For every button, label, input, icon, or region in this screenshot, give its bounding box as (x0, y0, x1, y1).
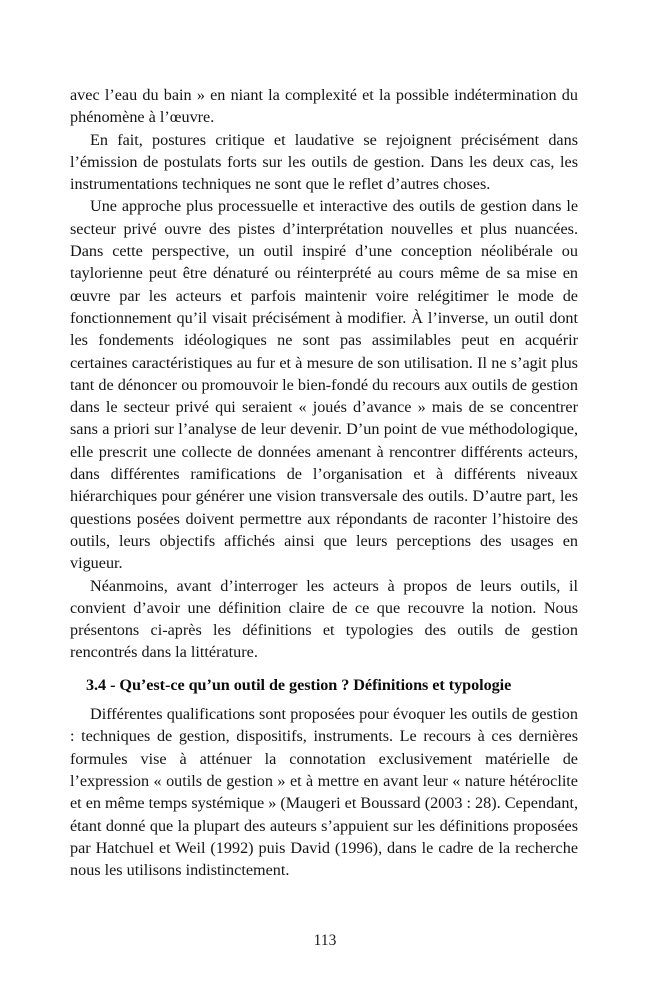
paragraph-differentes-qualifications: Différentes qualifications sont proposées pour évoquer les outils de gestion : techniques de gestion, dispositifs, instruments. Le recours à ces dernières formules vise à atténuer la connotation exclusivement matérielle de l’expression « outils de gestion » et à mettre en avant leur « nature hétéroclite et en même temps systémique » (Maugeri et Boussard (2003 : 28). Cependant, étant donné que la plupart des auteurs s’appuient sur les définitions proposées par Hatchuel et Weil (1992) puis David (1996), dans le cadre de la recherche nous les utilisons indistinctement. (70, 705, 578, 880)
section-heading-3-4: 3.4 - Qu’est-ce qu’un outil de gestion ? Définitions et typologie (86, 675, 512, 694)
page-number: 113 (313, 932, 337, 949)
paragraph-en-fait: En fait, postures critique et laudative se rejoignent précisément dans l’émission de postulats forts sur les outils de gestion. Dans les deux cas, les instrumentations techniques ne sont que le reflet d’autres choses. (70, 130, 578, 194)
paragraph-continuation: avec l’eau du bain » en niant la complexité et la possible indétermination du phénomène à l’œuvre. (70, 86, 578, 127)
text-column (70, 84, 578, 881)
paragraph-neanmoins: Néanmoins, avant d’interroger les acteurs à propos de leurs outils, il convient d’avoir une définition claire de ce que recouvre la notion. Nous présentons ci-après les définitions et typologies des outils de gestion rencontrés dans la littérature. (70, 576, 578, 662)
paragraph-une-approche: Une approche plus processuelle et interactive des outils de gestion dans le secteur privé ouvre des pistes d’interprétation nouvelles et plus nuancées. Dans cette perspective, un outil inspiré d’une conception néolibérale ou taylorienne peut être dénaturé ou réinterprété au cours même de sa mise en œuvre par les acteurs et parfois maintenir voire relégitimer le mode de fonctionnement qu’il visait précisément à modifier. À l’inverse, un outil dont les fondements idéologiques ne sont pas assimilables peut en acquérir certaines caractéristiques au fur et à mesure de son utilisation. Il ne s’agit plus tant de dénoncer ou promouvoir le bien-fondé du recours aux outils de gestion dans le secteur privé qui seraient « joués d’avance » mais de se concentrer sans a priori sur l’analyse de leur devenir. D’un point de vue méthodologique, elle prescrit une collecte de données amenant à rencontrer différents acteurs, dans différentes ramifications de l’organisation et à différents niveaux hiérarchiques pour générer une vision transversale des outils. D’autre part, les questions posées doivent permettre aux répondants de raconter l’histoire des outils, leurs objectifs affichés ainsi que leurs perceptions des usages en vigueur. (70, 197, 578, 573)
